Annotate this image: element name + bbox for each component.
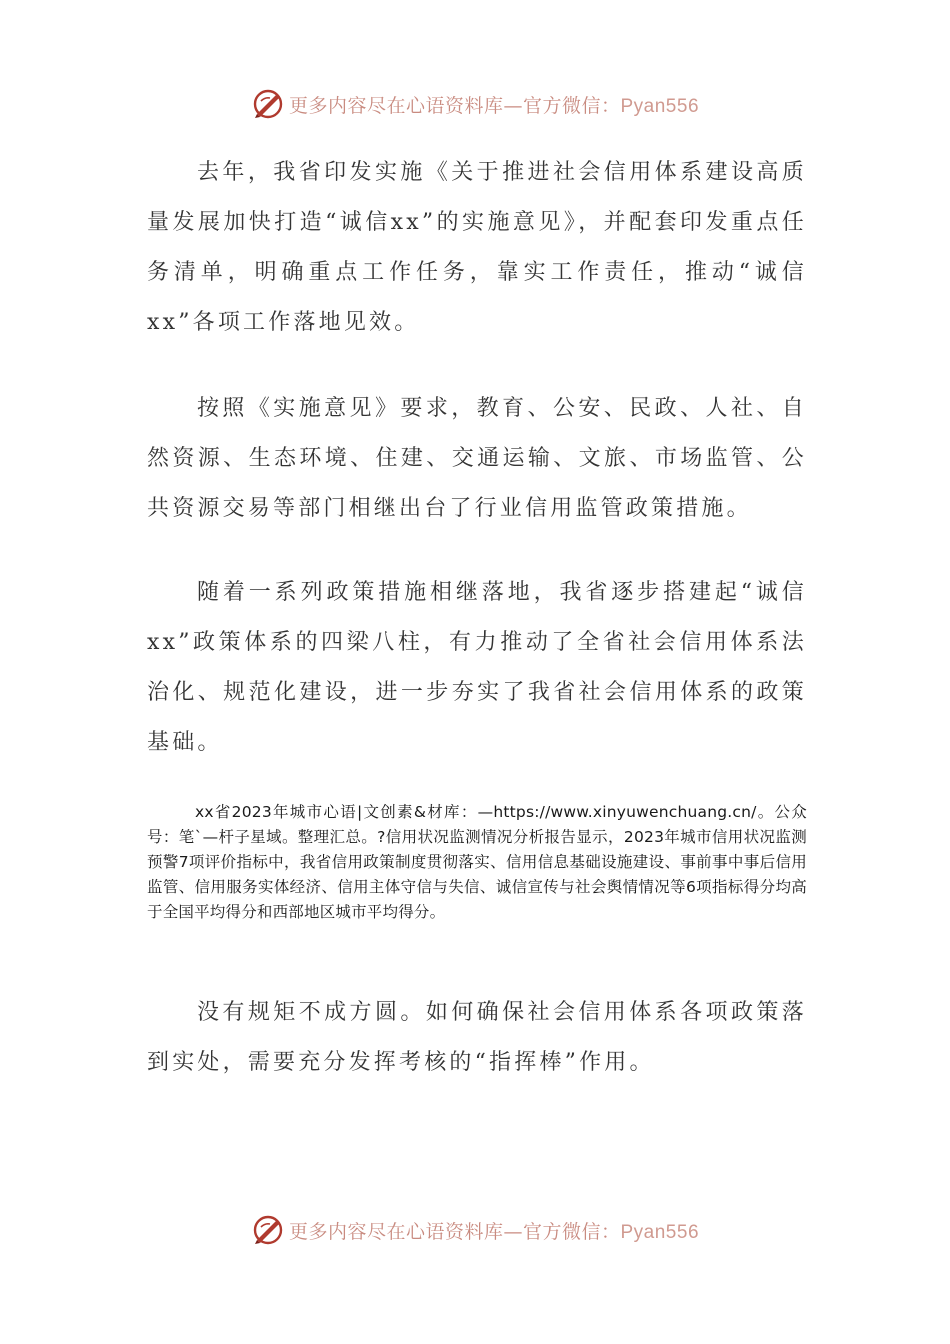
watermark-wechat-id: Pyan556 xyxy=(620,1221,700,1243)
paragraph-2: 按照《实施意见》要求，教育、公安、民政、人社、自然资源、生态环境、住建、交通运输、文旅、市场监管、公共资源交易等部门相继出台了行业信用监管政策措施。 xyxy=(147,396,807,521)
watermark-wechat-id: Pyan556 xyxy=(620,95,700,117)
watermark-text: 更多内容尽在心语资料库—官方微信：Pyan556 xyxy=(288,94,700,117)
paragraph-1: 去年，我省印发实施《关于推进社会信用体系建设高质量发展加快打造“诚信xx”的实施意见》，并配套印发重点任务清单，明确重点工作任务，靠实工作责任，推动“诚信xx”各项工作落地见效。 xyxy=(147,160,807,335)
pen-logo-icon xyxy=(251,1213,285,1247)
paragraph-5: 没有规矩不成方圆。如何确保社会信用体系各项政策落到实处，需要充分发挥考核的“指挥棒”作用。 xyxy=(147,1000,807,1075)
paragraph-3: 随着一系列政策措施相继落地，我省逐步搭建起“诚信xx”政策体系的四梁八柱，有力推动了全省社会信用体系法治化、规范化建设，进一步夯实了我省社会信用体系的政策基础。 xyxy=(147,580,807,755)
pen-logo-icon xyxy=(251,87,285,121)
watermark-header xyxy=(0,84,950,124)
paragraph-4-small: xx省2023年城市心语|文创素&材库：—https://www.xinyuwenchuang.cn/。公众号：笔`—杆子星域。整理汇总。?信用状况监测情况分析报告显示，2023年城市信用状况监测预警7项评价指标中，我省信用政策制度贯彻落实、信用信息基础设施建设、事前事中事后信用监管、信用服务实体经济、信用主体守信与失信、诚信宣传与社会舆情情况等6项指标得分均高于全国平均得分和西部地区城市平均得分。 xyxy=(147,803,807,921)
watermark-text: 更多内容尽在心语资料库—官方微信：Pyan556 xyxy=(288,1220,700,1243)
watermark-footer xyxy=(0,1210,950,1250)
